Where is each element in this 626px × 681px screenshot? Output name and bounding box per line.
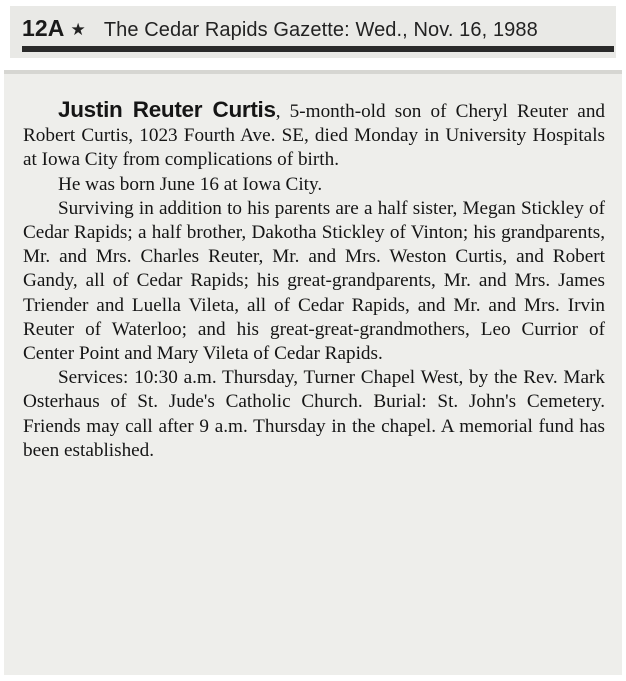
obituary-clipping <box>4 70 622 675</box>
services-paragraph: Services: 10:30 a.m. Thursday, Turner Chapel West, by the Rev. Mark Osterhaus of St. Jude's Catholic Church. Burial: St. John's Cemetery. Friends may call after 9 a.m. Thursday in the chapel. A memorial fund has been established. <box>23 367 605 461</box>
obituary-article <box>23 98 605 463</box>
page-number: 12A <box>22 15 65 41</box>
publication-dateline: The Cedar Rapids Gazette: Wed., Nov. 16, 1988 <box>103 19 538 41</box>
masthead-rule <box>22 46 614 52</box>
lead-paragraph <box>23 98 605 173</box>
survivors-paragraph: Surviving in addition to his parents are a half sister, Megan Stickley of Cedar Rapids; a half brother, Dakotha Stickley of Vinton; his grandparents, Mr. and Mrs. Charles Reuter, Mr. and Mrs. Weston Curtis, and Robert Gandy, all of Cedar Rapids; his great-grandparents, Mr. and Mrs. James Triender and Luella Vileta, all of Cedar Rapids, and Mr. and Mrs. Irvin Reuter of Waterloo; and his great-great-grandmothers, Leo Currior of Center Point and Mary Vileta of Cedar Rapids. <box>23 197 605 365</box>
deceased-name: Justin Reuter Curtis <box>58 97 276 122</box>
star-icon: ★ <box>70 20 86 39</box>
birth-paragraph: He was born June 16 at Iowa City. <box>58 173 323 195</box>
masthead <box>10 6 616 58</box>
masthead-line <box>22 15 538 42</box>
lead-text: , 5-month-old son of Cheryl Reuter and Robert Curtis, 1023 Fourth Ave. SE, died Monday in University Hospitals at Iowa City from complications of birth. <box>23 101 606 171</box>
